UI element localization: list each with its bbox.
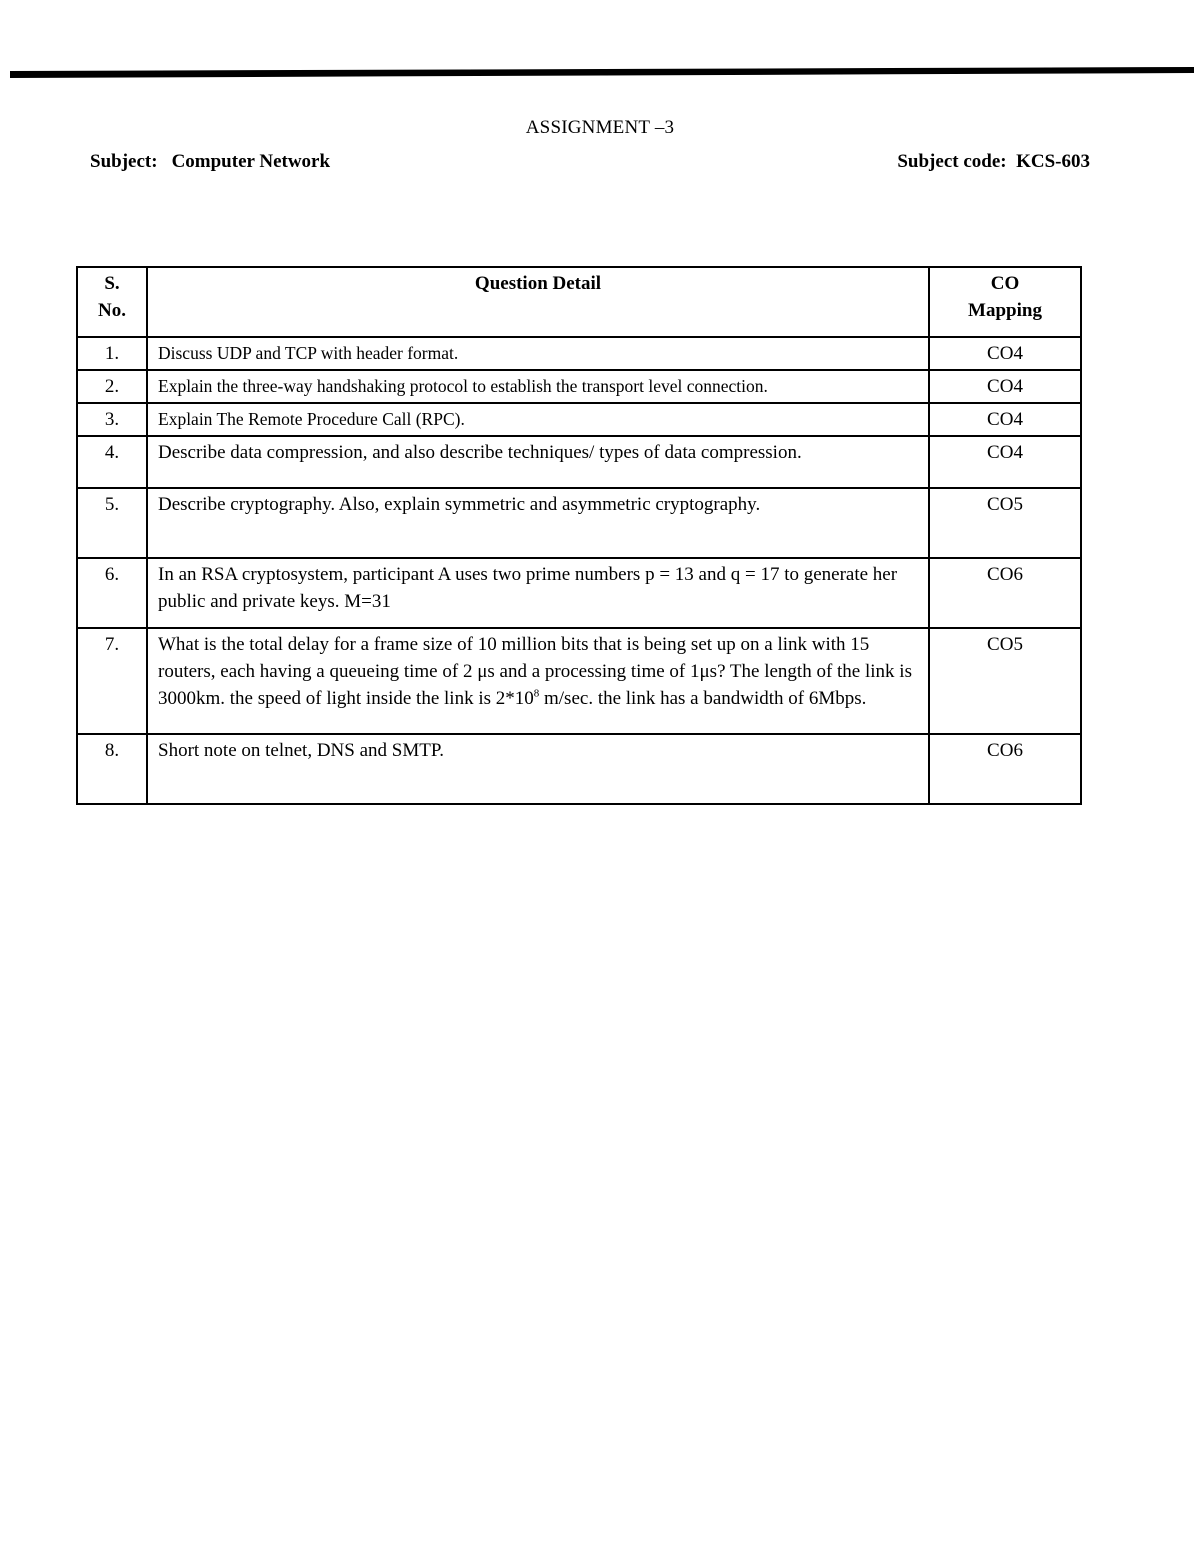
row-sno: 5. bbox=[77, 488, 147, 558]
row-co: CO4 bbox=[929, 436, 1081, 488]
subject-code-info bbox=[897, 151, 1090, 173]
row-sno: 2. bbox=[77, 370, 147, 403]
assignment-title: ASSIGNMENT –3 bbox=[525, 117, 675, 138]
table-row bbox=[77, 488, 1081, 558]
header-sno: S. No. bbox=[77, 267, 147, 337]
row-sno: 6. bbox=[77, 558, 147, 628]
table-row bbox=[77, 436, 1081, 488]
table-row bbox=[77, 734, 1081, 804]
row-sno: 1. bbox=[77, 337, 147, 370]
subject-label: Subject: bbox=[90, 151, 158, 172]
row-co: CO5 bbox=[929, 488, 1081, 558]
table-row bbox=[77, 337, 1081, 370]
table-header-row bbox=[77, 267, 1081, 337]
row-question: Explain the three-way handshaking protocol to establish the transport level connection. bbox=[147, 370, 929, 403]
row-co: CO6 bbox=[929, 734, 1081, 804]
table-row bbox=[77, 628, 1081, 734]
row-co: CO6 bbox=[929, 558, 1081, 628]
row-question: Describe cryptography. Also, explain symmetric and asymmetric cryptography. bbox=[147, 488, 929, 558]
subject-value: Computer Network bbox=[171, 151, 331, 172]
row-question: Short note on telnet, DNS and SMTP. bbox=[147, 734, 929, 804]
questions-table bbox=[76, 266, 1082, 805]
row-co: CO4 bbox=[929, 337, 1081, 370]
row-sno: 3. bbox=[77, 403, 147, 436]
table-row bbox=[77, 403, 1081, 436]
row-question: What is the total delay for a frame size of 10 million bits that is being set up on a link with 15 routers, each having a queueing time of 2 μs and a processing time of 1μs? The length of the link is 3000km. the speed of light inside the link is $2*10^8$ m/sec. the link has a bandwidth of 6Mbps. bbox=[147, 628, 929, 734]
table-row bbox=[77, 370, 1081, 403]
row-question: Explain The Remote Procedure Call (RPC). bbox=[147, 403, 929, 436]
subject-code-label: Subject code: bbox=[897, 151, 1007, 172]
row-co: CO4 bbox=[929, 370, 1081, 403]
row-sno: 8. bbox=[77, 734, 147, 804]
row-question: Discuss UDP and TCP with header format. bbox=[147, 337, 929, 370]
row-question: In an RSA cryptosystem, participant A uses two prime numbers p = 13 and q = 17 to generate her public and private keys. M=31 bbox=[147, 558, 929, 628]
row-question: Describe data compression, and also describe techniques/ types of data compression. bbox=[147, 436, 929, 488]
top-horizontal-rule bbox=[10, 66, 1194, 78]
row-co: CO4 bbox=[929, 403, 1081, 436]
row-sno: 4. bbox=[77, 436, 147, 488]
subject-code-value: KCS-603 bbox=[1016, 151, 1090, 172]
row-co: CO5 bbox=[929, 628, 1081, 734]
row-sno: 7. bbox=[77, 628, 147, 734]
header-question-detail: Question Detail bbox=[147, 267, 929, 337]
subject-info bbox=[90, 151, 330, 173]
table-row bbox=[77, 558, 1081, 628]
header-co-mapping: CO Mapping bbox=[929, 267, 1081, 337]
exponent: 8 bbox=[533, 687, 540, 700]
